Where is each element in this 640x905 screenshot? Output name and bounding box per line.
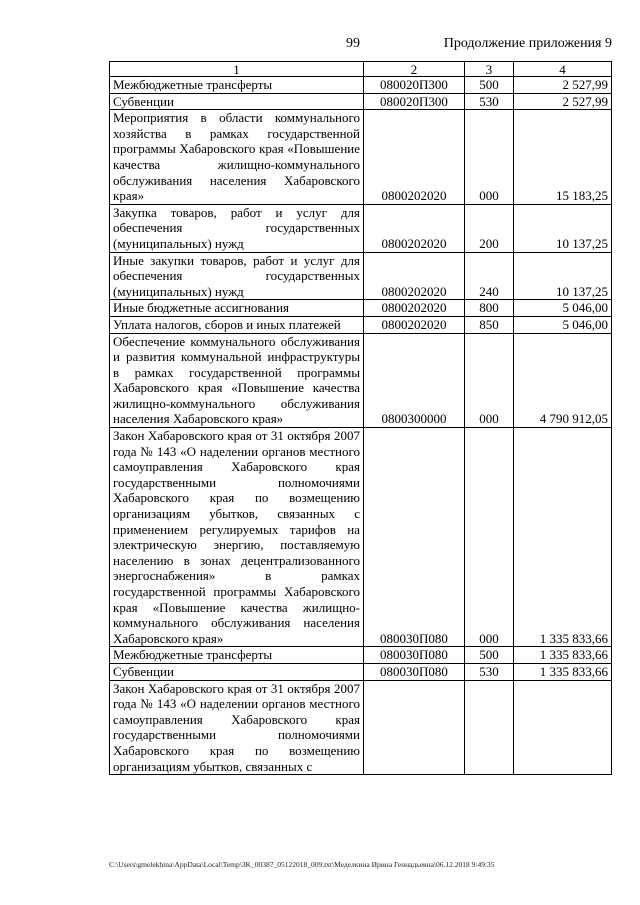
row-type: 240 xyxy=(465,252,514,300)
row-amount: 10 137,25 xyxy=(514,204,612,252)
table-row xyxy=(110,647,612,664)
budget-table xyxy=(109,61,612,775)
row-amount: 5 046,00 xyxy=(514,316,612,333)
row-amount: 1 335 833,66 xyxy=(514,663,612,680)
table-row xyxy=(110,252,612,300)
row-code: 0800202020 xyxy=(364,316,465,333)
row-name: Закон Хабаровского края от 31 октября 2007 года № 143 «О наделении органов местного самоуправления Хабаровского края государственными полномочиями Хабаровского края по возмещению организациям убытков, связанных с применением регулируемых тарифов на электрическую энергию, поставляемую населению в зонах децентрализованного энергоснабжения» в рамках государственной программы Хабаровского края «Повышение качества жилищно-коммунального обслуживания населения Хабаровского края» xyxy=(110,428,364,647)
row-amount: 1 335 833,66 xyxy=(514,428,612,647)
row-type: 500 xyxy=(465,647,514,664)
column-header: 4 xyxy=(514,62,612,77)
row-type xyxy=(465,680,514,775)
row-code xyxy=(364,680,465,775)
row-type: 200 xyxy=(465,204,514,252)
row-code: 0800202020 xyxy=(364,204,465,252)
row-amount: 1 335 833,66 xyxy=(514,647,612,664)
row-code: 080020П300 xyxy=(364,77,465,94)
page-number: 99 xyxy=(346,36,360,51)
table-row xyxy=(110,204,612,252)
row-code: 0800300000 xyxy=(364,333,465,428)
row-code: 080030П080 xyxy=(364,428,465,647)
row-type: 530 xyxy=(465,663,514,680)
table-row xyxy=(110,77,612,94)
file-path-footer: C:\Users\gmelekhina\AppData\Local\Temp\3K_00387_05122018_009.txt\Меделкина Ирина Геннадьевна\06.12.2018 9:49:35 xyxy=(109,860,495,869)
row-type: 500 xyxy=(465,77,514,94)
column-header: 3 xyxy=(465,62,514,77)
row-amount: 15 183,25 xyxy=(514,110,612,205)
row-code: 0800202020 xyxy=(364,300,465,317)
continuation-label: Продолжение приложения 9 xyxy=(443,36,612,51)
row-name: Межбюджетные трансферты xyxy=(110,77,364,94)
row-name: Иные закупки товаров, работ и услуг для обеспечения государственных (муниципальных) нужд xyxy=(110,252,364,300)
row-type: 000 xyxy=(465,428,514,647)
row-type: 800 xyxy=(465,300,514,317)
row-code: 080030П080 xyxy=(364,663,465,680)
table-row xyxy=(110,333,612,428)
table-row xyxy=(110,316,612,333)
column-header: 2 xyxy=(364,62,465,77)
row-name: Субвенции xyxy=(110,93,364,110)
row-code: 0800202020 xyxy=(364,252,465,300)
row-type: 000 xyxy=(465,333,514,428)
row-name: Иные бюджетные ассигнования xyxy=(110,300,364,317)
column-header: 1 xyxy=(110,62,364,77)
row-name: Уплата налогов, сборов и иных платежей xyxy=(110,316,364,333)
row-type: 000 xyxy=(465,110,514,205)
table-row xyxy=(110,428,612,647)
row-type: 850 xyxy=(465,316,514,333)
row-code: 080030П080 xyxy=(364,647,465,664)
row-amount: 10 137,25 xyxy=(514,252,612,300)
table-row xyxy=(110,680,612,775)
row-amount: 4 790 912,05 xyxy=(514,333,612,428)
table-row xyxy=(110,663,612,680)
row-amount xyxy=(514,680,612,775)
row-name: Межбюджетные трансферты xyxy=(110,647,364,664)
row-name: Закупка товаров, работ и услуг для обеспечения государственных (муниципальных) нужд xyxy=(110,204,364,252)
row-name: Мероприятия в области коммунального хозяйства в рамках государственной программы Хабаровского края «Повышение качества жилищно-коммунального обслуживания населения Хабаровского края» xyxy=(110,110,364,205)
row-code: 0800202020 xyxy=(364,110,465,205)
row-name: Обеспечение коммунального обслуживания и развития коммунальной инфраструктуры в рамках государственной программы Хабаровского края «Повышение качества жилищно-коммунального обслуживания населения Хабаровского края» xyxy=(110,333,364,428)
table-row xyxy=(110,93,612,110)
row-amount: 5 046,00 xyxy=(514,300,612,317)
table-row xyxy=(110,110,612,205)
row-amount: 2 527,99 xyxy=(514,93,612,110)
row-amount: 2 527,99 xyxy=(514,77,612,94)
row-type: 530 xyxy=(465,93,514,110)
row-name: Закон Хабаровского края от 31 октября 2007 года № 143 «О наделении органов местного самоуправления Хабаровского края государственными полномочиями Хабаровского края по возмещению организациям убытков, связанных с xyxy=(110,680,364,775)
table-header-row xyxy=(110,62,612,77)
row-name: Субвенции xyxy=(110,663,364,680)
row-code: 080020П300 xyxy=(364,93,465,110)
table-row xyxy=(110,300,612,317)
